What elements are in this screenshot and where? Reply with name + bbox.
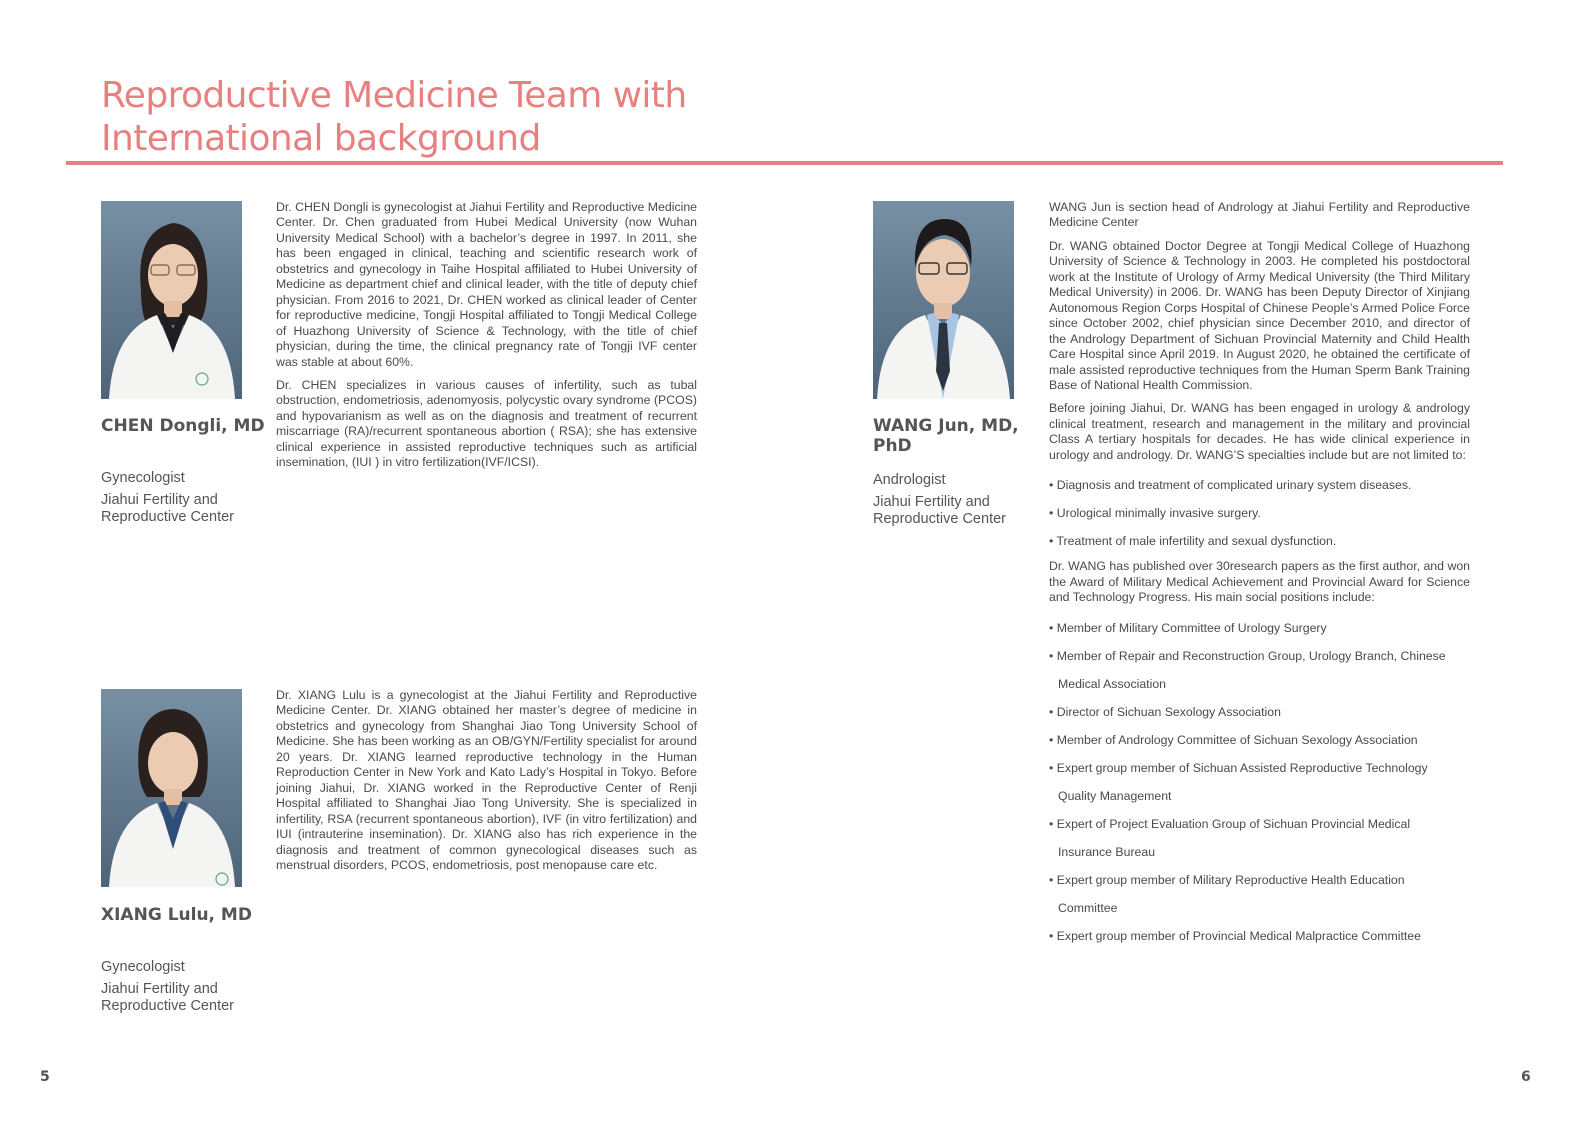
portrait-chen-dongli xyxy=(101,201,242,399)
doctor-role: Gynecologist xyxy=(101,470,185,486)
portrait-wang-jun xyxy=(873,201,1014,399)
position-item-continued: Insurance Bureau xyxy=(1058,844,1156,859)
doctor-role: Andrologist xyxy=(873,472,946,488)
doctor-organization: Jiahui Fertility and Reproductive Center xyxy=(873,494,1006,527)
portrait-xiang-lulu xyxy=(101,689,242,887)
position-item: • Expert of Project Evaluation Group of Sichuan Provincial Medical xyxy=(1049,816,1411,831)
position-item-continued: Quality Management xyxy=(1058,788,1172,803)
doctor-bio xyxy=(1049,200,1470,950)
position-item: • Expert group member of Provincial Medical Malpractice Committee xyxy=(1049,928,1421,943)
bio-paragraph: Dr. CHEN Dongli is gynecologist at Jiahui Fertility and Reproductive Medicine Center. Dr. Chen graduated from Hubei Medical University (now Wuhan University Medical School) with a bachelor’s degree in 1997. In 2011, she has been engaged in clinical, teaching and scientific research work of obstetrics and gynecology in Taihe Hospital affiliated to Hubei University of Medicine as department chief and clinical leader, with the title of deputy chief physician. From 2016 to 2021, Dr. CHEN worked as clinical leader of Center for reproductive medicine, Tongji Hospital affiliated to Tongji Medical College of Huazhong University of Science & Technology, with the title of chief physician, during the time, the clinical pregnancy rate of Tongji IVF center was stable at about 60%. xyxy=(276,200,698,369)
doctor-organization: Jiahui Fertility and Reproductive Center xyxy=(101,492,234,525)
position-item: • Member of Andrology Committee of Sichuan Sexology Association xyxy=(1049,732,1418,747)
bio-paragraph: Dr. CHEN specializes in various causes of infertility, such as tubal obstruction, endometriosis, adenomyosis, polycystic ovary syndrome (PCOS) and hypovarianism as well as on the diagnosis and treatment of recurrent miscarriage (RA)/recurrent spontaneous abortion ( RSA); she has extensive clinical experience in assisted reproductive techniques such as artificial insemination, (IUI ) in vitro fertilization(IVF/ICSI). xyxy=(276,377,697,470)
page-number-right: 6 xyxy=(1521,1069,1531,1085)
bio-paragraph: Dr. XIANG Lulu is a gynecologist at the Jiahui Fertility and Reproductive Medicine Center. Dr. XIANG obtained her master’s degree of medicine in obstetrics and gynecology from Shanghai Jiao Tong University School of Medicine. She has been working as an OB/GYN/Fertility specialist for around 20 years. Dr. XIANG learned reproductive technology in the Human Reproduction Center in New York and Kato Lady’s Hospital in Tokyo. Before joining Jiahui, Dr. XIANG worked in the Reproductive Center of Renji Hospital affiliated to Shanghai Jiao Tong University. She is specialized in infertility, RSA (recurrent spontaneous abortion), IVF (in vitro fertilization) and IUI (intrauterine insemination). Dr. XIANG also has rich experience in the diagnosis and treatment of common gynecological diseases such as menstrual disorders, PCOS, endometriosis, post menopause care etc. xyxy=(276,688,697,872)
position-item: • Expert group member of Military Reproductive Health Education xyxy=(1049,872,1405,887)
specialty-item: • Treatment of male infertility and sexual dysfunction. xyxy=(1049,534,1337,549)
position-item: • Member of Repair and Reconstruction Group, Urology Branch, Chinese xyxy=(1049,648,1446,663)
doctor-name: CHEN Dongli, MD xyxy=(101,416,265,436)
specialty-item: • Diagnosis and treatment of complicated urinary system diseases. xyxy=(1049,478,1412,493)
position-item-continued: Committee xyxy=(1058,900,1118,915)
doctor-role: Gynecologist xyxy=(101,959,185,975)
bio-paragraph: Dr. WANG has published over 30research papers as the first author, and won the Award of Military Medical Achievement and Provincial Award for Science and Technology Progress. His main social positions include: xyxy=(1049,559,1470,605)
position-item: • Member of Military Committee of Urology Surgery xyxy=(1049,620,1327,635)
doctor-bio xyxy=(276,200,697,479)
doctor-bio xyxy=(276,688,697,881)
doctor-organization: Jiahui Fertility and Reproductive Center xyxy=(101,981,234,1014)
bio-paragraph: Dr. WANG obtained Doctor Degree at Tongji Medical College of Huazhong University of Science & Technology in 2003. He completed his postdoctoral work at the Institute of Urology of Army Medical University (the Third Military Medical University) in 2006. Dr. WANG has been Deputy Director of Xinjiang Autonomous Region Corps Hospital of Chinese People’s Armed Police Force since October 2002, chief physician since December 2010, and director of the Andrology Department of Sichuan Provincial Maternity and Child Health Care Hospital since April 2019. In August 2020, he obtained the certificate of male assisted reproductive techniques from the Human Sperm Bank Training Base of National Health Commission. xyxy=(1049,238,1470,392)
doctor-name: WANG Jun, MD, PhD xyxy=(873,416,1019,456)
position-item: • Director of Sichuan Sexology Association xyxy=(1049,704,1281,719)
page-number-left: 5 xyxy=(40,1069,50,1085)
bio-paragraph: WANG Jun is section head of Andrology at Jiahui Fertility and Reproductive Medicine Center xyxy=(1049,200,1470,230)
page-title: Reproductive Medicine Team with International background xyxy=(101,75,687,159)
doctor-name: XIANG Lulu, MD xyxy=(101,905,252,925)
position-item: • Expert group member of Sichuan Assisted Reproductive Technology xyxy=(1049,760,1428,775)
specialty-item: • Urological minimally invasive surgery. xyxy=(1049,506,1261,521)
position-item-continued: Medical Association xyxy=(1058,676,1166,691)
title-divider xyxy=(66,161,1503,165)
bio-paragraph: Before joining Jiahui, Dr. WANG has been engaged in urology & andrology clinical treatment, research and management in the military and provincial Class A tertiary hospitals for decades. He has wide clinical experience in urology and andrology. Dr. WANG’S specialties include but are not limited to: xyxy=(1049,401,1470,462)
